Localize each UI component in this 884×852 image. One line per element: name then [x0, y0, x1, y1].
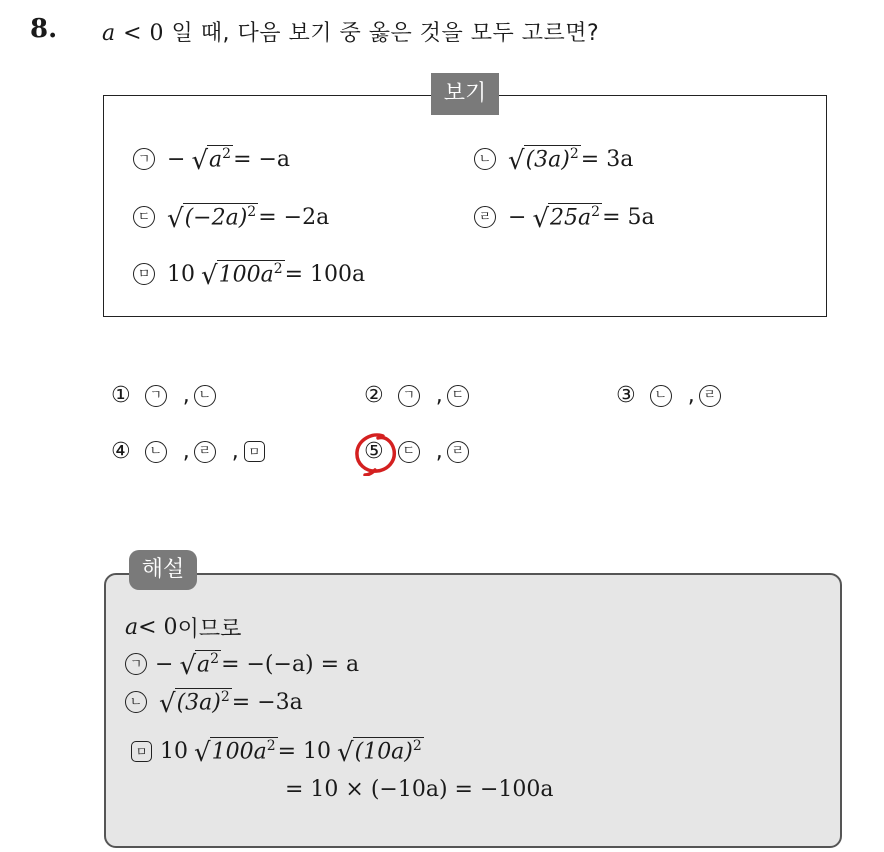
sqrt: √ $100a^2$ — [194, 737, 276, 768]
marker-rieul: ㄹ — [474, 206, 496, 228]
question-text: a < 0 일 때, 다음 보기 중 옳은 것을 모두 고르면? — [102, 21, 600, 46]
solution-intro: a < 0 이므로 — [125, 615, 242, 642]
solution-line-2: ㄴ √ $(3a)^2$ = −3a — [125, 688, 303, 717]
choice-2[interactable]: ② ㄱ , ㄷ — [364, 383, 481, 408]
choice-3[interactable]: ③ ㄴ , ㄹ — [616, 383, 733, 408]
marker-digeut: ㄷ — [133, 206, 155, 228]
sqrt: √ $(3a)^2$ — [508, 145, 579, 176]
marker-mieum: ㅁ — [133, 263, 155, 285]
sqrt: √ $a^2$ — [191, 145, 232, 176]
sqrt: √ $(3a)^2$ — [159, 688, 230, 719]
solution-line-4: = 10 × (−10a) = −100a — [285, 777, 554, 802]
sqrt: √ $a^2$ — [179, 650, 220, 681]
solution-line-1: ㄱ − √ $a^2$ = −(−a) = a — [125, 650, 359, 679]
marker-nieun: ㄴ — [474, 148, 496, 170]
bogi-item-5: ㅁ 10 √ $100a^2$ = 100a — [133, 260, 365, 289]
sqrt: √ $(-2a)^2$ — [167, 203, 257, 234]
bogi-item-1: ㄱ − √ $a^2$ = −a — [133, 145, 290, 174]
choice-1[interactable]: ① ㄱ , ㄴ — [111, 383, 228, 408]
question-number: 8. — [30, 14, 58, 44]
bogi-item-4: ㄹ − √ $25a^2$ = 5a — [474, 203, 655, 232]
bogi-label: 보기 — [431, 73, 499, 115]
answer-mark-icon — [352, 430, 402, 476]
solution-label: 해설 — [129, 550, 197, 590]
sqrt: √ $(10a)^2$ — [337, 737, 422, 768]
bogi-item-2: ㄴ √ $(3a)^2$ = 3a — [474, 145, 633, 174]
choice-5[interactable]: ⑤ ㄷ , ㄹ — [364, 439, 481, 464]
solution-line-3: ㅁ 10 √ $100a^2$ = 10 √ $(10a)^2$ — [130, 737, 424, 766]
marker-giyeok: ㄱ — [133, 148, 155, 170]
sqrt: √ $25a^2$ — [532, 203, 601, 234]
choice-4[interactable]: ④ ㄴ , ㄹ , ㅁ — [111, 439, 266, 464]
bogi-item-3: ㄷ √ $(-2a)^2$ = −2a — [133, 203, 329, 232]
sqrt: √ $100a^2$ — [201, 260, 283, 291]
